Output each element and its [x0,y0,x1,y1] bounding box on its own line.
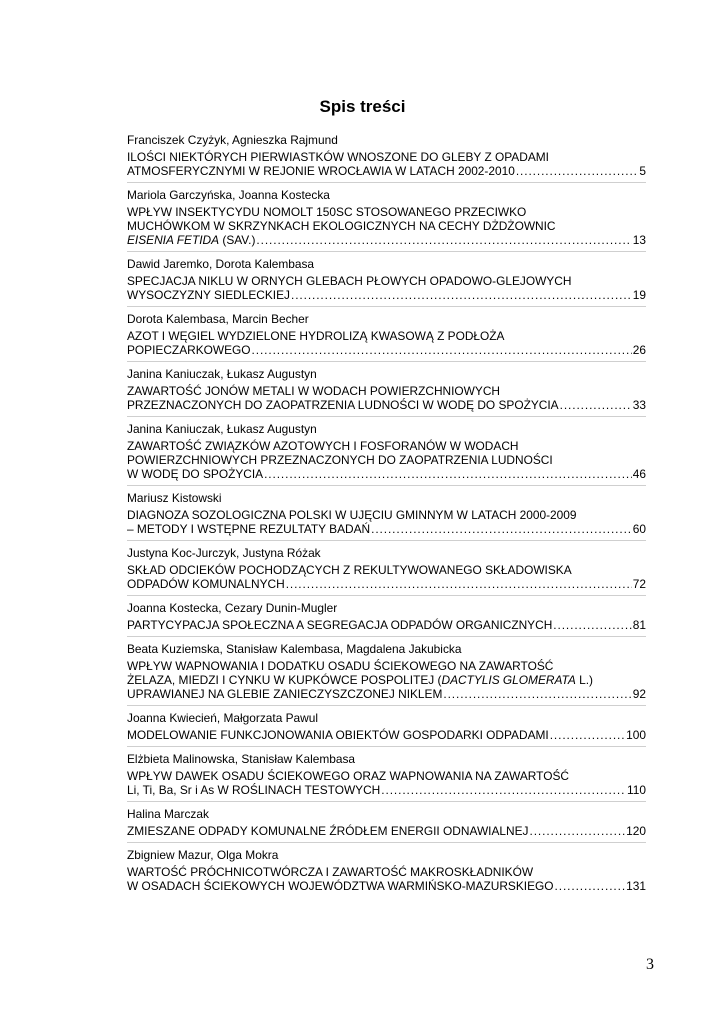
entry-title-end [127,233,255,247]
toc-entry[interactable] [127,848,646,893]
toc-entry[interactable] [127,491,646,536]
entry-title-text: MODELOWANIE FUNKCJONOWANIA OBIEKTÓW GOSPODARKI ODPADAMI [127,728,549,742]
entry-separator [127,705,646,706]
entry-title-line: POWIERZCHNIOWYCH PRZEZNACZONYCH DO ZAOPATRZENIA LUDNOŚCI [127,453,553,467]
entry-title-text: PARTYCYPACJA SPOŁECZNA A SEGREGACJA ODPADÓW ORGANICZNYCH [127,618,553,632]
entry-title-text: WYSOCZYZNY SIEDLECKIEJ [127,288,290,302]
dot-leader [550,728,625,742]
entry-authors: Joanna Kostecka, Cezary Dunin-Mugler [127,601,338,615]
entry-title-text: – METODY I WSTĘPNE REZULTATY BADAŃ [127,522,371,536]
entry-separator [127,361,646,362]
entry-authors: Zbigniew Mazur, Olga Mokra [127,848,279,862]
table-of-contents [127,133,646,893]
entry-title-text: PRZEZNACZONYCH DO ZAOPATRZENIA LUDNOŚCI W WODĘ DO SPOŻYCIA [127,398,559,412]
entry-title-line: SKŁAD ODCIEKÓW POCHODZĄCYCH Z REKULTYWOWANEGO SKŁADOWISKA [127,563,572,577]
entry-separator [127,251,646,252]
entry-title-last-line [127,288,646,302]
entry-separator [127,485,646,486]
entry-title-end [127,728,549,742]
entry-page-number: 92 [632,687,646,701]
toc-entry[interactable] [127,546,646,591]
toc-entry[interactable] [127,422,646,481]
entry-authors: Beata Kuziemska, Stanisław Kalembasa, Magdalena Jakubicka [127,642,462,656]
dot-leader [443,687,631,701]
dot-leader [256,233,631,247]
dot-leader [252,343,632,357]
entry-title-line: WARTOŚĆ PRÓCHNICOTWÓRCZA I ZAWARTOŚĆ MAKROSKŁADNIKÓW [127,865,534,879]
entry-page-number: 19 [632,288,646,302]
entry-title-text: ZMIESZANE ODPADY KOMUNALNE ŹRÓDŁEM ENERGII ODNAWIALNEJ [127,824,529,838]
entry-page-number: 72 [632,577,646,591]
entry-title-end [127,164,515,178]
entry-title-line: DIAGNOZA SOZOLOGICZNA POLSKI W UJĘCIU GMINNYM W LATACH 2000-2009 [127,508,577,522]
toc-entry[interactable] [127,188,646,247]
entry-title-last-line [127,164,646,178]
entry-title-end [127,618,552,632]
entry-title-line: WPŁYW WAPNOWANIA I DODATKU OSADU ŚCIEKOWEGO NA ZAWARTOŚĆ [127,659,554,673]
toc-entry[interactable] [127,367,646,412]
entry-authors: Elżbieta Malinowska, Stanisław Kalembasa [127,752,356,766]
entry-title-last-line [127,879,646,893]
entry-page-number: 26 [632,343,646,357]
dot-leader [529,824,625,838]
entry-separator [127,842,646,843]
entry-page-number: 110 [627,783,646,797]
dot-leader [516,164,639,178]
entry-page-number: 5 [639,164,646,178]
entry-title-end [127,343,251,357]
entry-authors: Janina Kaniuczak, Łukasz Augustyn [127,367,317,381]
entry-title-line: WPŁYW DAWEK OSADU ŚCIEKOWEGO ORAZ WAPNOWANIA NA ZAWARTOŚĆ [127,769,569,783]
entry-title-end [127,288,290,302]
entry-title-text: ATMOSFERYCZNYMI W REJONIE WROCŁAWIA W LATACH 2002-2010 [127,164,515,178]
entry-title-text: Li, Ti, Ba, Sr i As W ROŚLINACH TESTOWYCH [127,783,381,797]
entry-separator [127,540,646,541]
entry-title-end [127,398,559,412]
entry-authors: Janina Kaniuczak, Łukasz Augustyn [127,422,317,436]
entry-title-last-line [127,728,646,742]
entry-title-text: POPIECZARKOWEGO [127,343,251,357]
entry-title-last-line [127,233,646,247]
entry-separator [127,416,646,417]
entry-page-number: 33 [632,398,646,412]
page-title: Spis treści [319,97,406,116]
entry-title-end [127,783,380,797]
toc-entry[interactable] [127,807,646,838]
entry-title-end [127,467,263,481]
entry-authors: Dawid Jaremko, Dorota Kalembasa [127,257,315,271]
entry-separator [127,306,646,307]
entry-page-number: 120 [626,824,646,838]
entry-title-italic: EISENIA FETIDA [127,233,220,247]
toc-entry[interactable] [127,312,646,357]
entry-title-last-line [127,398,646,412]
entry-page-number: 131 [626,879,646,893]
entry-title-text: ODPADÓW KOMUNALNYCH [127,577,285,591]
entry-separator [127,801,646,802]
entry-title-last-line [127,522,646,536]
entry-separator [127,636,646,637]
entry-title-line: MUCHÓWKOM W SKRZYNKACH EKOLOGICZNYCH NA CECHY DŻDŻOWNIC [127,219,556,233]
entry-title-end [127,687,442,701]
entry-title-end [127,879,554,893]
entry-title-text: UPRAWIANEJ NA GLEBIE ZANIECZYSZCZONEJ NIKLEM [127,687,443,701]
dot-leader [291,288,632,302]
entry-title-last-line [127,577,646,591]
dot-leader [371,522,632,536]
dot-leader [381,783,626,797]
entry-title-line: AZOT I WĘGIEL WYDZIELONE HYDROLIZĄ KWASOWĄ Z PODŁOŻA [127,329,505,343]
entry-title-last-line [127,783,646,797]
dot-leader [560,398,632,412]
entry-page-number: 13 [632,233,646,247]
entry-title-line: WPŁYW INSEKTYCYDU NOMOLT 150SC STOSOWANEGO PRZECIWKO [127,205,527,219]
entry-authors: Franciszek Czyżyk, Agnieszka Rajmund [127,133,338,147]
entry-title-last-line [127,343,646,357]
entry-title-last-line [127,687,646,701]
dot-leader [553,618,631,632]
entry-title-end [127,522,370,536]
entry-page-number: 100 [626,728,646,742]
entry-title-line: ŻELAZA, MIEDZI I CYNKU W KUPKÓWCE POSPOLITEJ (DACTYLIS GLOMERATA L.) [127,673,594,687]
entry-title-text: (SAV.) [219,233,256,247]
entry-authors: Mariusz Kistowski [127,491,222,505]
toc-entry[interactable] [127,257,646,302]
entry-title-last-line [127,824,646,838]
entry-title-line: ZAWARTOŚĆ ZWIĄZKÓW AZOTOWYCH I FOSFORANÓW W WODACH [127,439,519,453]
entry-title-end [127,824,528,838]
entry-authors: Justyna Koc-Jurczyk, Justyna Różak [127,546,321,560]
toc-entry[interactable] [127,133,646,178]
entry-title-last-line [127,467,646,481]
entry-separator [127,746,646,747]
entry-page-number: 81 [632,618,646,632]
page-number: 3 [646,956,654,973]
entry-title-text: W OSADACH ŚCIEKOWYCH WOJEWÓDZTWA WARMIŃSKO-MAZURSKIEGO [127,879,554,893]
toc-entry[interactable] [127,711,646,742]
entry-title-line: ILOŚCI NIEKTÓRYCH PIERWIASTKÓW WNOSZONE DO GLEBY Z OPADAMI [127,150,549,164]
entry-separator [127,182,646,183]
toc-entry[interactable] [127,752,646,797]
entry-page-number: 46 [632,467,646,481]
entry-separator [127,595,646,596]
entry-authors: Mariola Garczyńska, Joanna Kostecka [127,188,330,202]
toc-entry[interactable] [127,601,646,632]
dot-leader [555,879,626,893]
entry-page-number: 60 [632,522,646,536]
entry-title-line: SPECJACJA NIKLU W ORNYCH GLEBACH PŁOWYCH OPADOWO-GLEJOWYCH [127,274,572,288]
entry-title-text: W WODĘ DO SPOŻYCIA [127,467,264,481]
entry-title-end [127,577,285,591]
dot-leader [286,577,632,591]
toc-entry[interactable] [127,642,646,701]
dot-leader [264,467,632,481]
entry-authors: Dorota Kalembasa, Marcin Becher [127,312,309,326]
entry-title-line: ZAWARTOŚĆ JONÓW METALI W WODACH POWIERZCHNIOWYCH [127,384,501,398]
entry-title-last-line [127,618,646,632]
entry-authors: Halina Marczak [127,807,209,821]
entry-authors: Joanna Kwiecień, Małgorzata Pawul [127,711,319,725]
